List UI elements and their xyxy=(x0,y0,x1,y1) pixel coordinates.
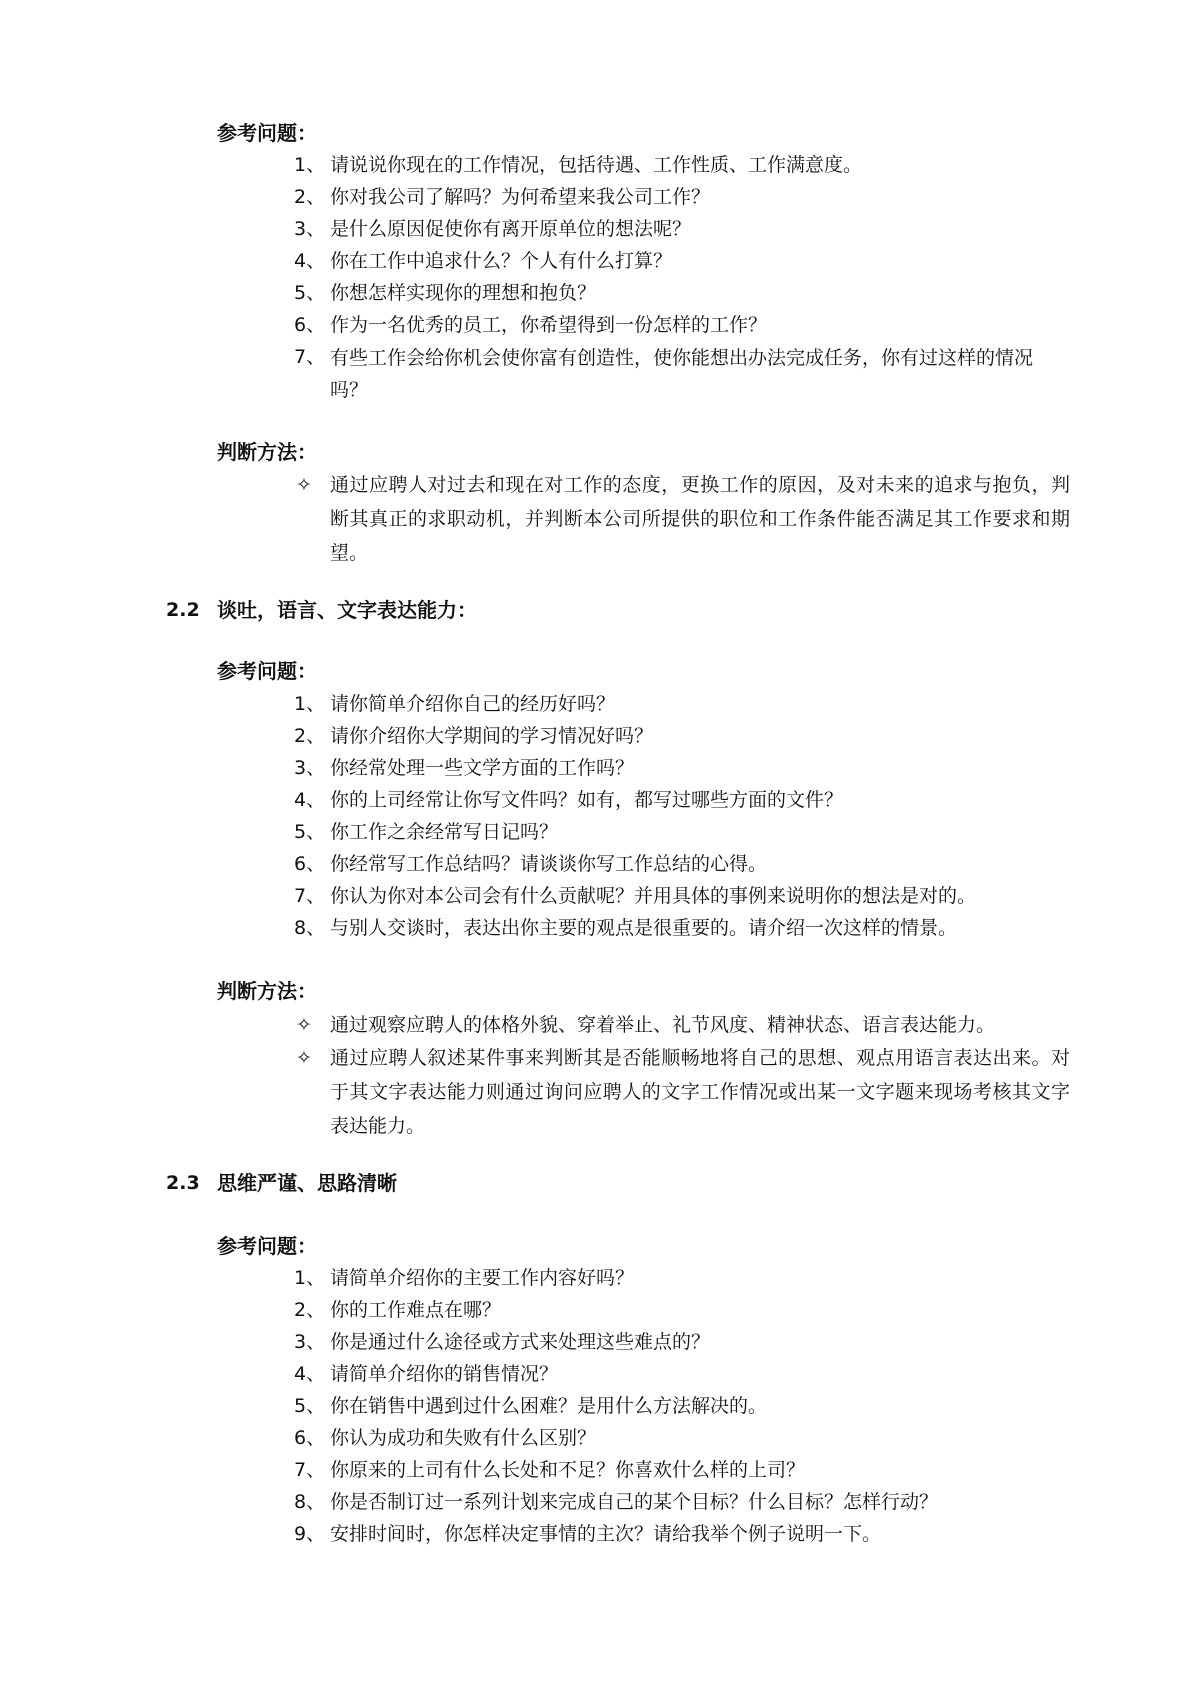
question-number: 5、 xyxy=(294,1395,326,1417)
question-text: 你想怎样实现你的理想和抱负？ xyxy=(330,282,597,304)
question-number: 3、 xyxy=(294,218,326,240)
judgement-text: 通过应聘人叙述某件事来判断其是否能顺畅地将自己的思想、观点用语言表达出来。对于其文字表达能力则通过询问应聘人的文字工作情况或出某一文字题来现场考核其文字表达能力。 xyxy=(330,1047,1070,1137)
diamond-bullet-icon: ✧ xyxy=(296,474,312,496)
question-number: 1、 xyxy=(294,693,326,715)
question-number: 4、 xyxy=(294,250,326,272)
reference-questions-label: 参考问题： xyxy=(217,1234,317,1258)
question-number: 7、 xyxy=(294,346,326,368)
question-number: 3、 xyxy=(294,1331,326,1353)
question-number: 7、 xyxy=(294,885,326,907)
reference-questions-label: 参考问题： xyxy=(217,659,317,683)
section-number: 2.3 xyxy=(166,1172,200,1194)
question-text: 请你介绍你大学期间的学习情况好吗？ xyxy=(330,725,654,747)
question-number: 5、 xyxy=(294,821,326,843)
section-number: 2.2 xyxy=(166,599,200,621)
question-text: 你是通过什么途径或方式来处理这些难点的？ xyxy=(330,1331,711,1353)
question-text: 你经常写工作总结吗？请谈谈你写工作总结的心得。 xyxy=(330,853,768,875)
question-number: 2、 xyxy=(294,186,326,208)
judgement-method-label: 判断方法： xyxy=(217,440,317,464)
section-title: 思维严谨、思路清晰 xyxy=(217,1171,397,1195)
question-number: 4、 xyxy=(294,789,326,811)
judgement-method-label: 判断方法： xyxy=(217,979,317,1003)
section-title: 谈吐，语言、文字表达能力： xyxy=(217,598,477,622)
question-text: 请简单介绍你的销售情况？ xyxy=(330,1363,559,1385)
question-text: 你认为成功和失败有什么区别？ xyxy=(330,1427,597,1449)
question-text: 请说说你现在的工作情况，包括待遇、工作性质、工作满意度。 xyxy=(330,154,863,176)
question-number: 6、 xyxy=(294,1427,326,1449)
question-text: 你对我公司了解吗？为何希望来我公司工作？ xyxy=(330,186,711,208)
question-number: 2、 xyxy=(294,1299,326,1321)
question-number: 4、 xyxy=(294,1363,326,1385)
question-number: 6、 xyxy=(294,853,326,875)
question-text: 请简单介绍你的主要工作内容好吗？ xyxy=(330,1267,635,1289)
question-text: 你的上司经常让你写文件吗？如有，都写过哪些方面的文件？ xyxy=(330,789,844,811)
question-text: 你是否制订过一系列计划来完成自己的某个目标？什么目标？怎样行动？ xyxy=(330,1491,939,1513)
judgement-text: 通过观察应聘人的体格外貌、穿着举止、礼节风度、精神状态、语言表达能力。 xyxy=(330,1014,996,1036)
question-text: 请你简单介绍你自己的经历好吗？ xyxy=(330,693,616,715)
judgement-text: 通过应聘人对过去和现在对工作的态度，更换工作的原因，及对未来的追求与抱负，判断其真正的求职动机，并判断本公司所提供的职位和工作条件能否满足其工作要求和期望。 xyxy=(330,474,1070,564)
question-text: 是什么原因促使你有离开原单位的想法呢？ xyxy=(330,218,692,240)
question-number: 1、 xyxy=(294,1267,326,1289)
question-number: 2、 xyxy=(294,725,326,747)
question-number: 8、 xyxy=(294,917,326,939)
question-number: 8、 xyxy=(294,1491,326,1513)
reference-questions-label: 参考问题： xyxy=(217,121,317,145)
diamond-bullet-icon: ✧ xyxy=(296,1014,312,1036)
question-text: 你认为你对本公司会有什么贡献呢？并用具体的事例来说明你的想法是对的。 xyxy=(330,885,977,907)
question-text: 你在销售中遇到过什么困难？是用什么方法解决的。 xyxy=(330,1395,768,1417)
question-text: 作为一名优秀的员工，你希望得到一份怎样的工作？ xyxy=(330,314,768,336)
question-number: 6、 xyxy=(294,314,326,336)
question-number: 7、 xyxy=(294,1459,326,1481)
question-number: 5、 xyxy=(294,282,326,304)
question-text: 你在工作中追求什么？个人有什么打算？ xyxy=(330,250,673,272)
question-text: 与别人交谈时，表达出你主要的观点是很重要的。请介绍一次这样的情景。 xyxy=(330,917,958,939)
question-text: 你经常处理一些文学方面的工作吗？ xyxy=(330,757,635,779)
question-text: 你原来的上司有什么长处和不足？你喜欢什么样的上司？ xyxy=(330,1459,806,1481)
question-text: 安排时间时，你怎样决定事情的主次？请给我举个例子说明一下。 xyxy=(330,1523,882,1545)
question-number: 3、 xyxy=(294,757,326,779)
question-number: 1、 xyxy=(294,154,326,176)
question-text: 你工作之余经常写日记吗？ xyxy=(330,821,559,843)
question-number: 9、 xyxy=(294,1523,326,1545)
question-text: 有些工作会给你机会使你富有创造性，使你能想出办法完成任务，你有过这样的情况吗？ xyxy=(330,347,1034,401)
question-text: 你的工作难点在哪？ xyxy=(330,1299,502,1321)
diamond-bullet-icon: ✧ xyxy=(296,1047,312,1069)
